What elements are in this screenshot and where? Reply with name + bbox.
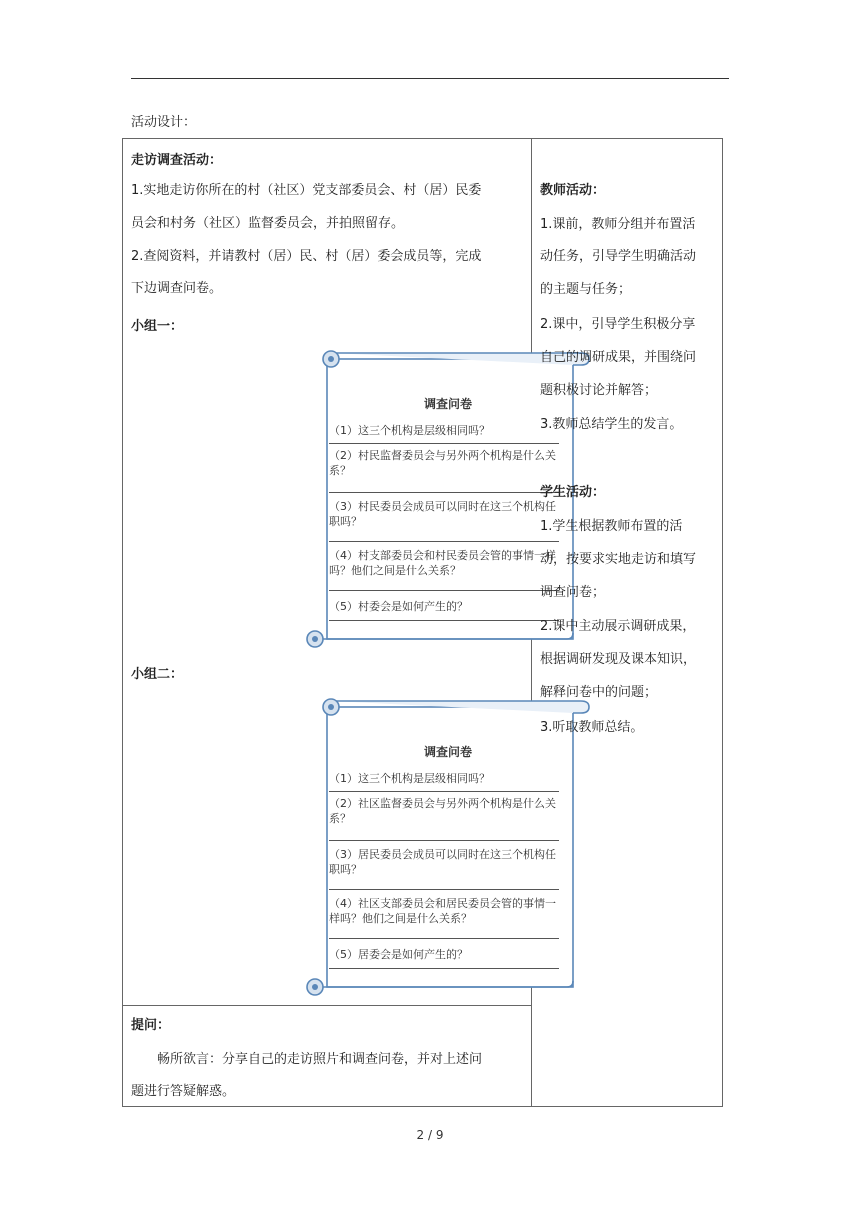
q1-item-4: （4）村支部委员会和村民委员会管的事情一样吗？他们之间是什么关系？ xyxy=(329,549,556,577)
activity-table xyxy=(122,138,723,1107)
q2-item-1: （1）这三个机构是层级相同吗？ xyxy=(329,772,490,785)
group2-label: 小组二： xyxy=(131,667,184,682)
teacher-3: 3.教师总结学生的发言。 xyxy=(540,417,683,432)
teacher-1-line1: 1.课前，教师分组并布置活 xyxy=(540,217,696,232)
group1-label: 小组一： xyxy=(131,319,184,334)
para2-line2: 下边调查问卷。 xyxy=(131,281,223,296)
student-title: 学生活动： xyxy=(540,485,606,500)
question-cell xyxy=(123,1006,532,1107)
answer-line xyxy=(329,889,559,890)
student-2-line3: 解释问卷中的问题； xyxy=(540,685,658,700)
student-1-line2: 动，按要求实地走访和填写 xyxy=(540,552,697,567)
q2-item-5: （5）居委会是如何产生的？ xyxy=(329,948,468,961)
answer-line xyxy=(329,590,559,591)
answer-line xyxy=(329,938,559,939)
student-2-line2: 根据调研发现及课本知识， xyxy=(540,652,697,667)
para1-line2: 员会和村务（社区）监督委员会，并拍照留存。 xyxy=(131,216,405,231)
student-3: 3.听取教师总结。 xyxy=(540,720,644,735)
teacher-2-line2: 自己的调研成果，并围绕问 xyxy=(540,350,697,365)
student-2-line1: 2.课中主动展示调研成果， xyxy=(540,619,696,634)
q1-item-1: （1）这三个机构是层级相同吗？ xyxy=(329,424,490,437)
page-number: 2 / 9 xyxy=(416,1128,444,1142)
answer-line xyxy=(329,968,559,969)
teacher-1-line3: 的主题与任务； xyxy=(540,282,632,297)
student-1-line3: 调查问卷； xyxy=(540,585,606,600)
answer-line xyxy=(329,620,559,621)
teacher-title: 教师活动： xyxy=(540,183,606,198)
answer-line xyxy=(329,492,559,493)
section-heading: 活动设计： xyxy=(131,115,197,130)
answer-line xyxy=(329,443,559,444)
questionnaire-title-1: 调查问卷 xyxy=(423,397,472,411)
q1-item-3: （3）村民委员会成员可以同时在这三个机构任职吗？ xyxy=(329,500,556,528)
teacher-2-line1: 2.课中，引导学生积极分享 xyxy=(540,317,696,332)
answer-line xyxy=(329,840,559,841)
activity-title: 走访调查活动： xyxy=(131,153,223,168)
answer-line xyxy=(329,791,559,792)
q1-item-2: （2）村民监督委员会与另外两个机构是什么关系？ xyxy=(329,449,556,477)
answer-line xyxy=(329,541,559,542)
teacher-1-line2: 动任务，引导学生明确活动 xyxy=(540,249,697,264)
roles-cell xyxy=(532,139,723,1107)
para1-line1: 1.实地走访你所在的村（社区）党支部委员会、村（居）民委 xyxy=(131,183,482,198)
teacher-2-line3: 题积极讨论并解答； xyxy=(540,383,658,398)
q1-item-5: （5）村委会是如何产生的？ xyxy=(329,600,468,613)
header-rule xyxy=(131,78,729,79)
question-line1: 畅所欲言：分享自己的走访照片和调查问卷，并对上述问 xyxy=(157,1052,483,1067)
questionnaire-title-2: 调查问卷 xyxy=(423,745,472,759)
student-1-line1: 1.学生根据教师布置的活 xyxy=(540,519,683,534)
q2-item-4: （4）社区支部委员会和居民委员会管的事情一样吗？他们之间是什么关系？ xyxy=(329,897,556,925)
q2-item-2: （2）社区监督委员会与另外两个机构是什么关系？ xyxy=(329,797,556,825)
activity-cell xyxy=(123,139,556,1006)
q2-item-3: （3）居民委员会成员可以同时在这三个机构任职吗？ xyxy=(329,848,556,876)
question-title: 提问： xyxy=(131,1018,171,1033)
para2-line1: 2.查阅资料，并请教村（居）民、村（居）委会成员等，完成 xyxy=(131,249,482,264)
question-line2: 题进行答疑解惑。 xyxy=(131,1084,236,1099)
